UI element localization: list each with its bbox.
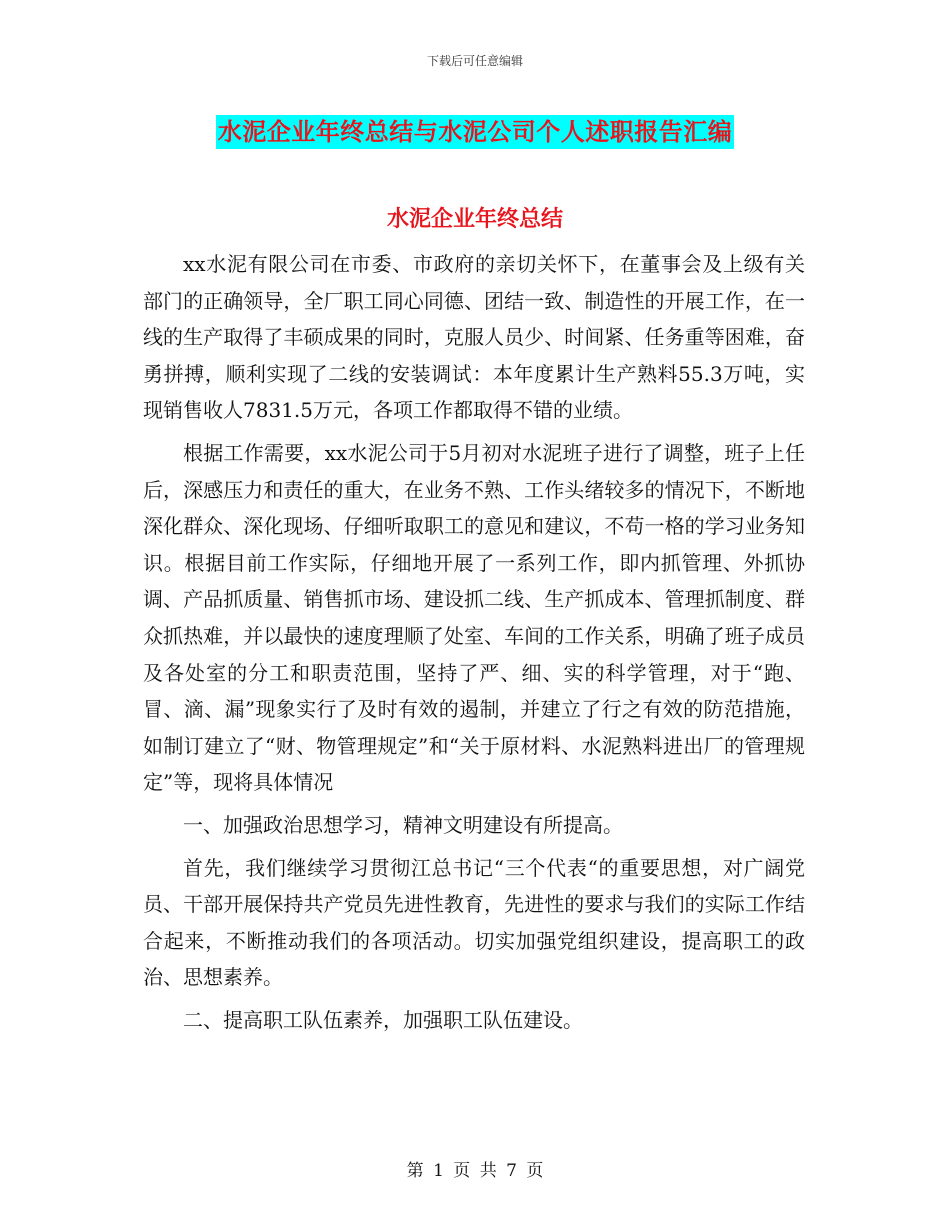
page-number: 第 1 页 共 7 页 bbox=[406, 1161, 544, 1181]
paragraph-heading-1: 一、加强政治思想学习，精神文明建设有所提高。 bbox=[183, 812, 623, 837]
section-title: 水泥企业年终总结 bbox=[386, 207, 563, 232]
document-title bbox=[0, 112, 950, 147]
document-title-text: 水泥企业年终总结与水泥公司个人述职报告汇编 bbox=[216, 115, 735, 149]
paragraph-heading-2: 二、提高职工队伍素养，加强职工队伍建设。 bbox=[183, 1007, 583, 1032]
header-note: 下载后可任意编辑 bbox=[426, 54, 523, 68]
paragraph-1: xx水泥有限公司在市委、市政府的亲切关怀下，在董事会及上级有关部门的正确领导，全厂职工同心同德、团结一致、制造性的开展工作，在一线的生产取得了丰硕成果的同时，克服人员少、时间紧、任务重等困难，奋勇拼搏，顺利实现了二线的安装调试：本年度累计生产熟料55.3万吨，实现销售收人7831.5万元，各项工作都取得不错的业绩。 bbox=[143, 252, 805, 423]
paragraph-3: 首先，我们继续学习贯彻江总书记“三个代表“的重要思想，对广阔党员、干部开展保持共产党员先进性教育，先进性的要求与我们的实际工作结合起来，不断推动我们的各项活动。切实加强党组织建设，提高职工的政治、思想素养。 bbox=[143, 855, 805, 990]
paragraph-2: 根据工作需要，xx水泥公司于5月初对水泥班子进行了调整，班子上任后，深感压力和责任的重大，在业务不熟、工作头绪较多的情况下，不断地深化群众、深化现场、仔细听取职工的意见和建议，不苟一格的学习业务知识。根据目前工作实际，仔细地开展了一系列工作，即内抓管理、外抓协调、产品抓质量、销售抓市场、建设抓二线、生产抓成本、管理抓制度、群众抓热难，并以最快的速度理顺了处室、车间的工作关系，明确了班子成员及各处室的分工和职责范围，坚持了严、细、实的科学管理，对于“跑、冒、滴、漏”现象实行了及时有效的遏制，并建立了行之有效的防范措施，如制订建立了“财、物管理规定”和“关于原材料、水泥熟料进出厂的管理规定”等，现将具体情况 bbox=[143, 440, 805, 795]
document-body bbox=[143, 246, 805, 1038]
